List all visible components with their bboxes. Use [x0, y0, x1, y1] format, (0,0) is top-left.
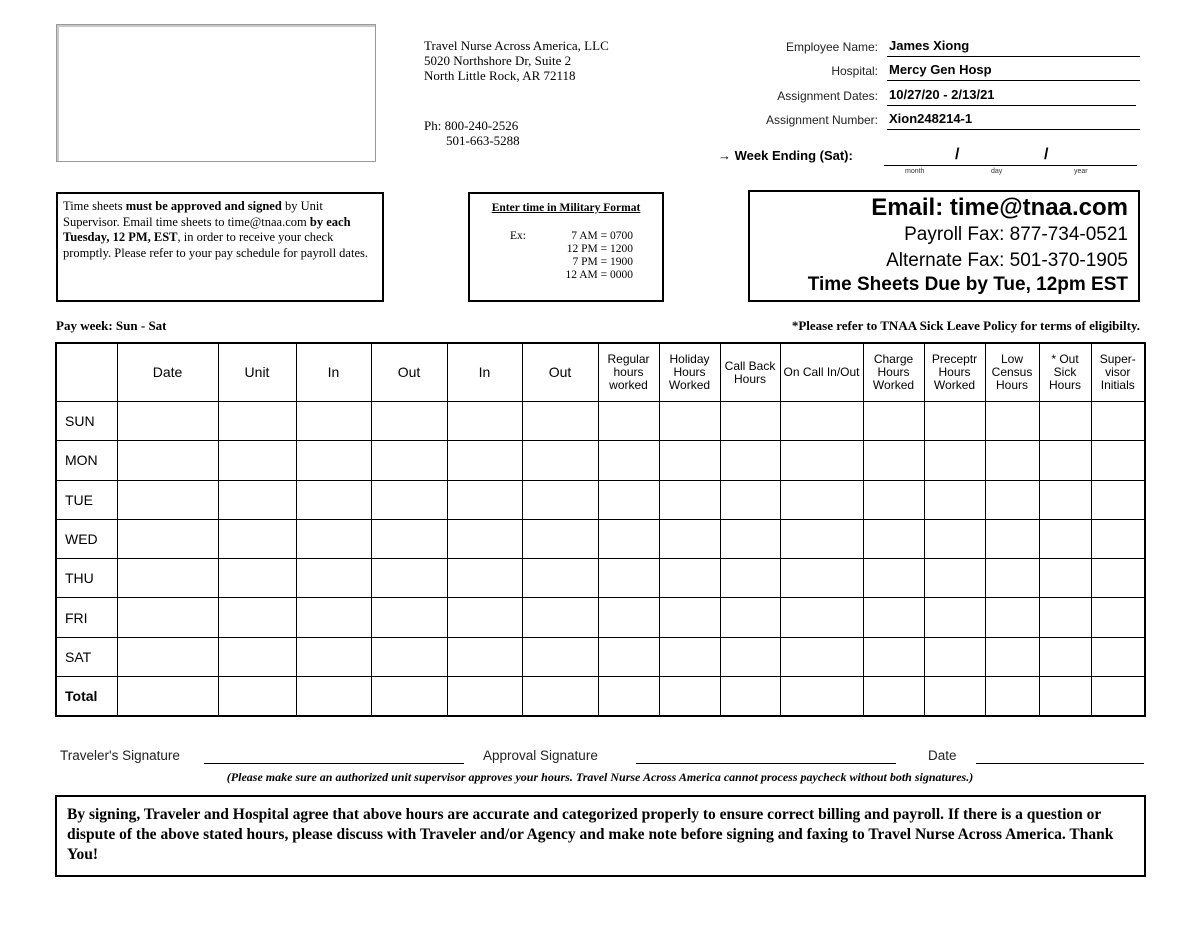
table-row [56, 519, 1145, 558]
table-cell[interactable] [371, 637, 447, 676]
table-cell[interactable] [1091, 559, 1145, 598]
table-cell[interactable] [863, 598, 924, 637]
table-cell[interactable] [447, 441, 522, 480]
table-cell[interactable] [598, 402, 659, 441]
table-cell[interactable] [780, 637, 863, 676]
table-cell[interactable] [863, 637, 924, 676]
assignment-number-row [700, 111, 1140, 133]
table-cell[interactable] [720, 402, 780, 441]
table-cell[interactable] [924, 480, 985, 519]
table-cell[interactable] [522, 598, 598, 637]
table-cell[interactable] [985, 598, 1039, 637]
table-cell[interactable] [924, 598, 985, 637]
assignment-number-field[interactable]: Xion248214-1 [887, 111, 1140, 130]
table-cell[interactable] [522, 637, 598, 676]
table-cell[interactable] [1091, 441, 1145, 480]
column-header: Regular hours worked [598, 343, 659, 402]
table-cell[interactable] [598, 441, 659, 480]
table-cell[interactable] [924, 402, 985, 441]
table-cell[interactable] [598, 637, 659, 676]
table-cell[interactable] [780, 441, 863, 480]
military-conversion-row: 12 AM = 0000 [565, 269, 633, 281]
assignment-dates-field[interactable]: 10/27/20 - 2/13/21 [887, 87, 1136, 106]
instructions-text-2: by Unit Supervisor. Email time sheets to time@tnaa.com [63, 199, 323, 229]
timesheet-header-row [56, 343, 1145, 402]
table-cell[interactable] [720, 559, 780, 598]
table-cell[interactable] [720, 677, 780, 717]
table-cell[interactable] [117, 637, 218, 676]
column-header: In [447, 343, 522, 402]
contact-email: Email: time@tnaa.com [871, 194, 1128, 221]
table-cell[interactable] [1091, 598, 1145, 637]
table-cell[interactable] [659, 559, 720, 598]
table-cell[interactable] [371, 677, 447, 717]
table-cell[interactable] [117, 519, 218, 558]
instructions-text-3: , in order to receive your check promptly. Please refer to your pay schedule for payroll dates. [63, 230, 368, 260]
table-cell[interactable] [296, 519, 371, 558]
table-row [56, 402, 1145, 441]
table-cell[interactable] [218, 559, 296, 598]
table-cell[interactable] [720, 480, 780, 519]
table-cell[interactable] [598, 519, 659, 558]
column-header: Preceptr Hours Worked [924, 343, 985, 402]
table-cell[interactable] [924, 519, 985, 558]
table-cell[interactable] [598, 480, 659, 519]
table-cell[interactable] [522, 677, 598, 717]
table-cell[interactable] [780, 519, 863, 558]
table-cell[interactable] [924, 637, 985, 676]
week-ending-day-caption: day [991, 168, 1003, 175]
table-cell[interactable] [1091, 402, 1145, 441]
company-name: Travel Nurse Across America, LLC [424, 38, 609, 53]
table-cell[interactable] [447, 519, 522, 558]
table-cell[interactable] [218, 402, 296, 441]
pay-week-label: Pay week: Sun - Sat [56, 318, 167, 333]
table-cell[interactable] [659, 519, 720, 558]
day-label: FRI [56, 598, 117, 637]
week-ending-year-caption: year [1074, 168, 1088, 175]
instructions-bold-2: by each Tuesday, 12 PM, EST [63, 214, 351, 244]
table-cell[interactable] [1091, 519, 1145, 558]
table-cell[interactable] [1039, 637, 1091, 676]
date-field[interactable] [976, 749, 1144, 764]
logo-placeholder-box [56, 24, 376, 162]
table-cell[interactable] [371, 519, 447, 558]
table-cell[interactable] [985, 559, 1039, 598]
table-cell[interactable] [1039, 677, 1091, 717]
table-cell[interactable] [1039, 519, 1091, 558]
table-cell[interactable] [522, 559, 598, 598]
table-cell[interactable] [1039, 480, 1091, 519]
table-cell[interactable] [780, 480, 863, 519]
company-phone-1: Ph: 800-240-2526 [424, 118, 519, 133]
instructions-bold-1: must be approved and signed [125, 199, 282, 213]
table-cell[interactable] [720, 598, 780, 637]
company-phone [424, 118, 520, 148]
assignment-dates-label: Assignment Dates: [777, 89, 878, 103]
table-cell[interactable] [447, 402, 522, 441]
column-header: Out [522, 343, 598, 402]
hospital-row [700, 62, 1140, 84]
company-address-line2: North Little Rock, AR 72118 [424, 68, 576, 83]
total-row [56, 677, 1145, 717]
table-cell[interactable] [218, 480, 296, 519]
column-header: In [296, 343, 371, 402]
table-cell[interactable] [296, 480, 371, 519]
military-format-title: Enter time in Military Format [491, 202, 641, 214]
military-format-box [468, 192, 664, 302]
table-cell[interactable] [218, 677, 296, 717]
table-cell[interactable] [985, 441, 1039, 480]
contact-due-notice: Time Sheets Due by Tue, 12pm EST [807, 274, 1128, 295]
table-cell[interactable] [985, 480, 1039, 519]
table-cell[interactable] [780, 598, 863, 637]
column-header: Super-visor Initials [1091, 343, 1145, 402]
column-header: Holiday Hours Worked [659, 343, 720, 402]
company-phone-2: 501-663-5288 [446, 133, 520, 148]
instructions-text-1: Time sheets [63, 199, 126, 213]
contact-payroll-fax: Payroll Fax: 877-734-0521 [904, 224, 1128, 245]
date-label: Date [928, 748, 957, 763]
table-cell[interactable] [863, 441, 924, 480]
week-ending-label [718, 148, 853, 163]
table-cell[interactable] [985, 519, 1039, 558]
hospital-label: Hospital: [831, 64, 878, 78]
column-header: On Call In/Out [780, 343, 863, 402]
table-cell[interactable] [924, 677, 985, 717]
table-cell[interactable] [1039, 441, 1091, 480]
contact-box [748, 190, 1140, 302]
table-cell[interactable] [371, 480, 447, 519]
table-cell[interactable] [780, 677, 863, 717]
table-cell[interactable] [522, 480, 598, 519]
week-ending-slash-1: / [955, 146, 960, 163]
table-cell[interactable] [447, 559, 522, 598]
day-label: TUE [56, 480, 117, 519]
day-label: WED [56, 519, 117, 558]
table-cell[interactable] [296, 559, 371, 598]
employee-name-field[interactable]: James Xiong [887, 38, 1140, 57]
table-cell[interactable] [117, 480, 218, 519]
table-cell[interactable] [659, 402, 720, 441]
employee-name-label: Employee Name: [785, 40, 878, 54]
week-ending-month-caption: month [905, 168, 925, 175]
day-label: THU [56, 559, 117, 598]
table-cell[interactable] [447, 598, 522, 637]
day-label: SUN [56, 402, 117, 441]
table-cell[interactable] [985, 677, 1039, 717]
table-row [56, 480, 1145, 519]
table-cell[interactable] [371, 441, 447, 480]
table-cell[interactable] [985, 637, 1039, 676]
traveler-signature-field[interactable] [204, 749, 464, 764]
table-cell[interactable] [863, 402, 924, 441]
table-cell[interactable] [1039, 402, 1091, 441]
table-row [56, 441, 1145, 480]
table-cell[interactable] [117, 598, 218, 637]
day-label: MON [56, 441, 117, 480]
table-cell[interactable] [598, 677, 659, 717]
table-cell[interactable] [924, 559, 985, 598]
day-label: SAT [56, 637, 117, 676]
table-cell[interactable] [659, 677, 720, 717]
table-cell[interactable] [598, 598, 659, 637]
military-conversion-row: 12 PM = 1200 [566, 243, 633, 255]
table-cell[interactable] [296, 441, 371, 480]
table-cell[interactable] [659, 441, 720, 480]
table-cell[interactable] [659, 480, 720, 519]
table-cell[interactable] [720, 519, 780, 558]
table-cell[interactable] [296, 637, 371, 676]
table-cell[interactable] [863, 559, 924, 598]
week-ending-field[interactable] [884, 165, 1137, 166]
table-cell[interactable] [985, 402, 1039, 441]
column-header: Unit [218, 343, 296, 402]
assignment-dates-row [700, 87, 1140, 109]
military-conversions [565, 230, 633, 282]
table-cell[interactable] [371, 598, 447, 637]
table-cell[interactable] [522, 402, 598, 441]
company-address [424, 38, 609, 83]
table-cell[interactable] [117, 441, 218, 480]
column-header: * Out Sick Hours [1039, 343, 1091, 402]
table-cell[interactable] [720, 441, 780, 480]
total-label: Total [56, 677, 117, 717]
table-cell[interactable] [218, 519, 296, 558]
table-cell[interactable] [218, 441, 296, 480]
table-cell[interactable] [1039, 559, 1091, 598]
table-cell[interactable] [598, 559, 659, 598]
table-row [56, 598, 1145, 637]
table-cell[interactable] [371, 559, 447, 598]
table-cell[interactable] [117, 559, 218, 598]
table-cell[interactable] [218, 598, 296, 637]
table-cell[interactable] [1091, 677, 1145, 717]
table-cell[interactable] [522, 519, 598, 558]
approval-signature-label: Approval Signature [483, 748, 598, 763]
assignment-number-label: Assignment Number: [765, 113, 878, 127]
table-cell[interactable] [659, 637, 720, 676]
hospital-field[interactable]: Mercy Gen Hosp [887, 62, 1140, 81]
employee-name-row [700, 38, 1140, 60]
table-cell[interactable] [117, 677, 218, 717]
agreement-box: By signing, Traveler and Hospital agree that above hours are accurate and categorized properly to ensure correct billing and payroll. If there is a question or dispute of the above stated hours, please discuss with Traveler and/or Agency and make note before signing and faxing to Travel Nurse Across America. Thank You! [55, 795, 1146, 877]
contact-alternate-fax: Alternate Fax: 501-370-1905 [886, 250, 1128, 271]
table-cell[interactable] [1039, 598, 1091, 637]
table-cell[interactable] [863, 677, 924, 717]
table-row [56, 559, 1145, 598]
column-header: Low Census Hours [985, 343, 1039, 402]
arrow-right-icon: → [718, 148, 731, 163]
table-cell[interactable] [720, 637, 780, 676]
military-conversion-row: 7 PM = 1900 [572, 256, 633, 268]
table-cell[interactable] [522, 441, 598, 480]
week-ending-text: Week Ending (Sat): [734, 148, 853, 163]
table-cell[interactable] [296, 598, 371, 637]
approval-signature-field[interactable] [636, 749, 896, 764]
table-cell[interactable] [1091, 480, 1145, 519]
signature-note: (Please make sure an authorized unit supervisor approves your hours. Travel Nurse Across America cannot process paycheck without both signatures.) [226, 770, 974, 784]
military-conversion-row: 7 AM = 0700 [571, 230, 633, 242]
table-cell[interactable] [296, 402, 371, 441]
column-header: Charge Hours Worked [863, 343, 924, 402]
table-cell[interactable] [863, 480, 924, 519]
table-cell[interactable] [1091, 637, 1145, 676]
table-cell[interactable] [296, 677, 371, 717]
table-cell[interactable] [780, 402, 863, 441]
table-cell[interactable] [659, 598, 720, 637]
traveler-signature-label: Traveler's Signature [60, 748, 180, 763]
military-example-label: Ex: [510, 230, 526, 242]
column-header: Date [117, 343, 218, 402]
timesheet-table [55, 342, 1146, 717]
table-cell[interactable] [447, 677, 522, 717]
table-cell[interactable] [924, 441, 985, 480]
table-cell[interactable] [447, 637, 522, 676]
week-ending-slash-2: / [1044, 146, 1049, 163]
table-cell[interactable] [780, 559, 863, 598]
instructions-box [56, 192, 384, 302]
table-cell[interactable] [371, 402, 447, 441]
column-header: Out [371, 343, 447, 402]
column-header: Call Back Hours [720, 343, 780, 402]
table-cell[interactable] [447, 480, 522, 519]
sick-leave-note: *Please refer to TNAA Sick Leave Policy for terms of eligibilty. [791, 318, 1140, 333]
table-cell[interactable] [863, 519, 924, 558]
column-header [56, 343, 117, 402]
table-cell[interactable] [218, 637, 296, 676]
table-cell[interactable] [117, 402, 218, 441]
table-row [56, 637, 1145, 676]
company-address-line1: 5020 Northshore Dr, Suite 2 [424, 53, 572, 68]
